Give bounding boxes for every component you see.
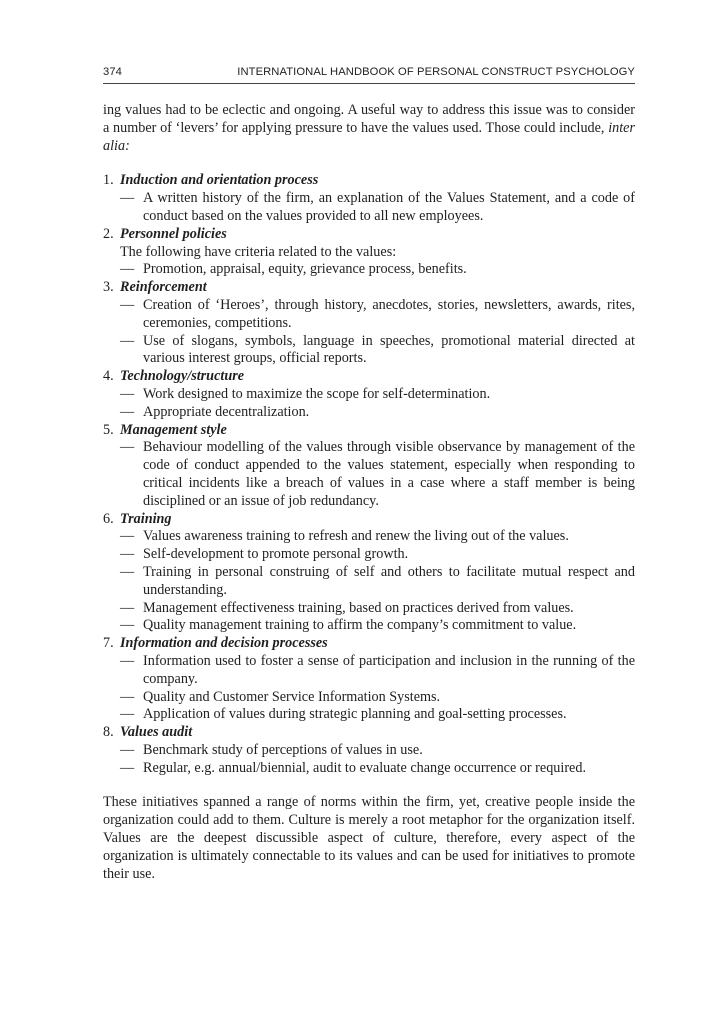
sub-item-text: Work designed to maximize the scope for self-determination. xyxy=(143,385,491,402)
dash-bullet: — xyxy=(120,688,135,705)
list-item-title: Induction and orientation process xyxy=(120,172,319,189)
sub-item xyxy=(103,600,635,618)
sub-item xyxy=(103,261,635,279)
list-item xyxy=(103,635,635,724)
sub-item xyxy=(103,386,635,404)
sub-item-text: Behaviour modelling of the values through visible observance by management of the code of conduct appended to the values statement, especially when responding to critical incidents like a breach of values in a case where a staff member is being disciplined or an issue of job redundancy. xyxy=(143,439,635,509)
closing-text: These initiatives spanned a range of norms within the firm, yet, creative people inside the organization could add to them. Culture is merely a root metaphor for the organization itself. Values are the deepest discussible aspect of culture, therefore, every aspect of the organization is ultimately connectable to its values and can be used for initiatives to promote their use. xyxy=(103,794,635,882)
list-item-heading xyxy=(103,724,635,742)
page-number: 374 xyxy=(103,66,122,78)
sub-item-text: Training in personal construing of self and others to facilitate mutual respect and understanding. xyxy=(143,563,635,598)
closing-paragraph xyxy=(103,794,635,883)
page xyxy=(103,66,635,883)
list-item-lead: The following have criteria related to the values: xyxy=(120,243,397,260)
dash-bullet: — xyxy=(120,385,135,402)
sub-item xyxy=(103,546,635,564)
list-item-number: 1. xyxy=(103,172,114,189)
list-item-title: Personnel policies xyxy=(120,225,227,242)
sub-item xyxy=(103,617,635,635)
list-item xyxy=(103,226,635,279)
running-head xyxy=(103,66,635,84)
running-title: INTERNATIONAL HANDBOOK OF PERSONAL CONSTRUCT PSYCHOLOGY xyxy=(237,66,635,78)
list-item-number: 2. xyxy=(103,225,114,242)
list-item-title: Information and decision processes xyxy=(120,635,328,652)
list-item-heading xyxy=(103,279,635,297)
list-item xyxy=(103,724,635,777)
intro-italic: inter alia: xyxy=(103,119,635,154)
sub-item-text: Values awareness training to refresh and renew the living out of the values. xyxy=(143,528,569,545)
levers-list xyxy=(103,172,635,777)
intro-paragraph xyxy=(103,102,635,155)
dash-bullet: — xyxy=(120,706,135,723)
dash-bullet: — xyxy=(120,190,135,207)
dash-bullet: — xyxy=(120,652,135,669)
dash-bullet: — xyxy=(120,403,135,420)
sub-item xyxy=(103,689,635,707)
list-item-title: Technology/structure xyxy=(120,368,245,385)
dash-bullet: — xyxy=(120,296,135,313)
dash-bullet: — xyxy=(120,617,135,634)
list-item-title: Values audit xyxy=(120,724,193,741)
sub-item xyxy=(103,297,635,333)
list-item-title: Reinforcement xyxy=(120,279,207,296)
sub-item-text: Application of values during strategic planning and goal-setting processes. xyxy=(143,706,567,723)
sub-item xyxy=(103,439,635,510)
list-item-heading xyxy=(103,422,635,440)
intro-text: ing values had to be eclectic and ongoing. A useful way to address this issue was to consider a number of ‘levers’ for applying pressure to have the values used. Those could include, xyxy=(103,102,635,136)
sub-item-text: Appropriate decentralization. xyxy=(143,403,310,420)
sub-item xyxy=(103,706,635,724)
list-item xyxy=(103,172,635,225)
dash-bullet: — xyxy=(120,599,135,616)
dash-bullet: — xyxy=(120,741,135,758)
dash-bullet: — xyxy=(120,546,135,563)
list-item-title: Training xyxy=(120,510,172,527)
list-item-number: 7. xyxy=(103,635,114,652)
sub-item xyxy=(103,528,635,546)
sub-item-text: Promotion, appraisal, equity, grievance process, benefits. xyxy=(143,261,467,278)
sub-item-text: Management effectiveness training, based on practices derived from values. xyxy=(143,599,574,616)
dash-bullet: — xyxy=(120,332,135,349)
sub-item xyxy=(103,760,635,778)
list-item-number: 8. xyxy=(103,724,114,741)
list-item xyxy=(103,368,635,421)
list-item xyxy=(103,279,635,368)
list-item-heading xyxy=(103,226,635,244)
sub-item-text: Quality management training to affirm the company’s commitment to value. xyxy=(143,617,577,634)
dash-bullet: — xyxy=(120,439,135,456)
list-item-heading xyxy=(103,368,635,386)
dash-bullet: — xyxy=(120,261,135,278)
sub-item-text: Regular, e.g. annual/biennial, audit to evaluate change occurrence or required. xyxy=(143,759,586,776)
sub-item xyxy=(103,564,635,600)
sub-item xyxy=(103,742,635,760)
sub-item-text: Self-development to promote personal growth. xyxy=(143,546,409,563)
sub-item xyxy=(103,404,635,422)
sub-item-text: Benchmark study of perceptions of values in use. xyxy=(143,741,423,758)
sub-item-text: Information used to foster a sense of participation and inclusion in the running of the company. xyxy=(143,652,635,687)
list-item-number: 3. xyxy=(103,279,114,296)
list-item-number: 4. xyxy=(103,368,114,385)
sub-item-text: Creation of ‘Heroes’, through history, anecdotes, stories, newsletters, awards, rites, ceremonies, competitions. xyxy=(143,296,635,331)
list-item xyxy=(103,511,635,636)
sub-item-text: A written history of the firm, an explanation of the Values Statement, and a code of conduct based on the values provided to all new employees. xyxy=(143,190,635,224)
sub-item-text: Quality and Customer Service Information Systems. xyxy=(143,688,441,705)
sub-item-text: Use of slogans, symbols, language in speeches, promotional material directed at various interest groups, official reports. xyxy=(143,332,635,367)
list-item-number: 6. xyxy=(103,510,114,527)
sub-item xyxy=(103,333,635,369)
dash-bullet: — xyxy=(120,759,135,776)
dash-bullet: — xyxy=(120,528,135,545)
list-item-heading xyxy=(103,635,635,653)
list-item-heading xyxy=(103,172,635,190)
list-item-number: 5. xyxy=(103,421,114,438)
sub-item xyxy=(103,653,635,689)
list-item-heading xyxy=(103,511,635,529)
dash-bullet: — xyxy=(120,563,135,580)
list-item xyxy=(103,422,635,511)
sub-item xyxy=(103,190,635,226)
list-item-title: Management style xyxy=(120,421,227,438)
